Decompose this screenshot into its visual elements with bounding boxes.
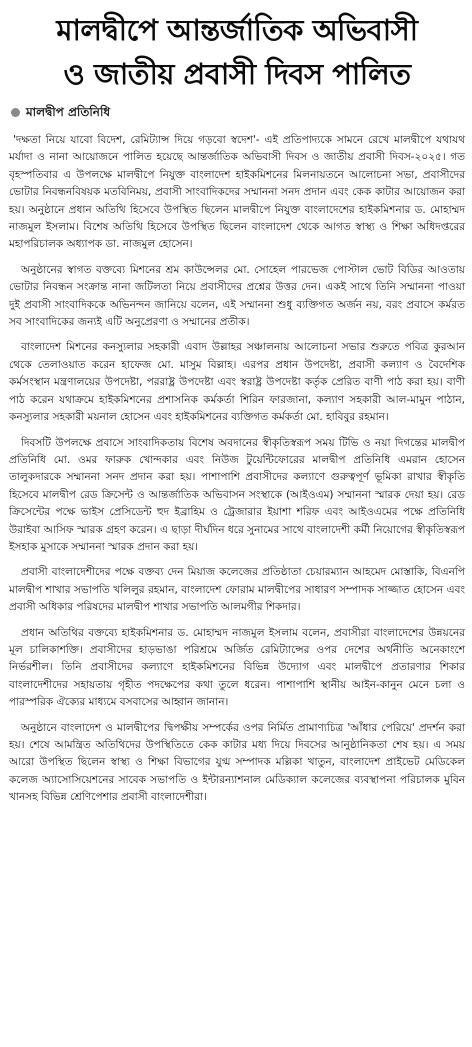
paragraph-1: 'দক্ষতা নিয়ে যাবো বিদেশ, রেমিট্যান্স দিয়ে গড়বো স্বদেশ'- এই প্রতিপাদ্যকে সামনে রেখে মালদ্বীপে যথাযথ মর্যাদা ও নানা আয়োজনে পালিত হয়েছে আন্তর্জাতিক অভিবাসী দিবস ও জাতীয় প্রবাসী দিবস-২০২৫। গত বৃহস্পতিবার এ উপলক্ষে মালদ্বীপে নিযুক্ত বাংলাদেশ হাইকমিশনের মিলনায়তনে আলোচনা সভা, প্রবাসীদের ভোটার নিবন্ধনবিষয়ক মতবিনিময়, প্রবাসী সাংবাদিকদের সম্মাননা সনদ প্রদান এবং কেক কাটার আয়োজন করা হয়। অনুষ্ঠানে প্রধান অতিথি হিসেবে উপস্থিত ছিলেন মালদ্বীপে নিযুক্ত বাংলাদেশের হাইকমিশনার ড. মোহাম্মদ নাজমুল ইসলাম। বিশেষ অতিথি হিসেবে উপস্থিত ছিলেন বাংলাদেশ থেকে আগত স্বাস্থ্য ও শিক্ষা অধিদপ্তরের মহাপরিচালক অধ্যাপক ডা. নাজমুল হোসেন। xyxy=(9,134,465,251)
paragraph-5: প্রবাসী বাংলাদেশীদের পক্ষে বক্তব্য দেন মিয়াজ কলেজের প্রতিষ্ঠাতা চেয়ারম্যান আহমেদ মোস্তাকি, বিএনপি মালদ্বীপ শাখার সভাপতি খলিলুর রহমান, বাংলাদেশ ফোরাম মালদ্বীপের সাধারণ সম্পাদক সাজ্জাত হোসেন এবং প্রবাসী অধিকার পরিষদের মালদ্বীপ শাখার সভাপতি আলমগীর শিকদার। xyxy=(9,566,465,614)
paragraph-4: দিবসটি উপলক্ষে প্রবাসে সাংবাদিকতায় বিশেষ অবদানের স্বীকৃতিস্বরূপ সময় টিভি ও নয়া দিগন্তের মালদ্বীপ প্রতিনিধি মো. ওমর ফারুক খোন্দকার এবং নিউজ টুয়েন্টিফোরের মালদ্বীপ প্রতিনিধি এমরান হোসেন তালুকদারকে সম্মাননা সনদ প্রদান করা হয়। পাশাপাশি প্রবাসীদের কল্যাণে গুরুত্বপূর্ণ ভূমিকা রাখার স্বীকৃতি হিসেবে মালদ্বীপ রেড ক্রিসেন্ট ও আন্তর্জাতিক অভিবাসন সংস্থাকে (আইওএম) সম্মাননা স্মারক দেয়া হয়। রেড ক্রিসেন্টের পক্ষে ভাইস প্রেসিডেন্ট হুদ ইব্রাহিম ও ট্রেজারার ইয়াশা শরিফ এবং আইওএমের পক্ষে প্রতিনিধি উরাইবা আসিফ স্মারক গ্রহণ করেন। এ ছাড়া দীর্ঘদিন ধরে সুনামের সাথে বাংলাদেশী কর্মী নিয়োগের স্বীকৃতিস্বরূপ ইসহাক মুসাকে সম্মাননা স্মারক প্রদান করা হয়। xyxy=(9,436,465,553)
paragraph-7: অনুষ্ঠানে বাংলাদেশ ও মালদ্বীপের দ্বিপক্ষীয় সম্পর্কের ওপর নির্মিত প্রামাণ্যচিত্র 'আঁধার পেরিয়ে' প্রদর্শন করা হয়। শেষে আমন্ত্রিত অতিথিদের উপস্থিতিতে কেক কাটার মধ্য দিয়ে দিবসের আনুষ্ঠানিকতা শেষ হয়। এ সময় আরো উপস্থিত ছিলেন স্বাস্থ্য ও শিক্ষা বিভাগের যুগ্ম সম্পাদক মল্লিকা খাতুন, বাংলাদেশ প্রাইভেট মেডিকেল কলেজ অ্যাসোসিয়েশনের সাবেক সভাপতি ও ইন্টারন্যাশনাল মেডিক্যাল কলেজের ব্যবস্থাপনা পরিচালক মুবিন খানসহ বিভিন্ন শ্রেণিপেশার প্রবাসী বাংলাদেশীরা। xyxy=(9,721,465,804)
paragraph-2: অনুষ্ঠানের স্বাগত বক্তব্যে মিশনের শ্রম কাউন্সেলর মো. সোহেল পারভেজ পোস্টাল ভোট বিডির আওতায় ভোটার নিবন্ধন সংক্রান্ত নানা জটিলতা নিয়ে প্রবাসীদের প্রশ্নের উত্তর দেন। একই সাথে তিনি সম্মাননা পাওয়া দুই প্রবাসী সাংবাদিককে অভিনন্দন জানিয়ে বলেন, এই সম্মাননা শুধু ব্যক্তিগত অর্জন নয়, বরং প্রবাসে কর্মরত সব সাংবাদিকের জন্যই এটি অনুপ্রেরণা ও সম্মানের প্রতীক। xyxy=(9,263,465,329)
headline xyxy=(9,8,465,96)
article-body xyxy=(9,132,465,807)
paragraph-3: বাংলাদেশ মিশনের কনস্যুলার সহকারী এবাদ উল্লাহর সঞ্চালনায় আলোচনা সভার শুরুতে পবিত্র কুরআন থেকে তেলাওয়াত করেন হাফেজ মো. মাসুম বিল্লাহ। এরপর প্রধান উপদেষ্টা, প্রবাসী কল্যাণ ও বৈদেশিক কর্মসংস্থান মন্ত্রণালয়ের উপদেষ্টা, পররাষ্ট্র উপদেষ্টা এবং স্বরাষ্ট্র উপদেষ্টা কর্তৃক প্রেরিত বাণী পাঠ করা হয়। বাণী পাঠ করেন যথাক্রমে হাইকমিশনের প্রশাসনিক কর্মকর্তা শিরিন ফারজানা, কল্যাণ সহকারী আল-মামুন পাঠান, কনস্যুলার সহকারী ময়নাল হোসেন এবং হাইকমিশনের ব্যক্তিগত কর্মকর্তা মো. হাবিবুর রহমান। xyxy=(9,341,465,424)
byline xyxy=(11,104,465,120)
headline-line-2: ও জাতীয় প্রবাসী দিবস পালিত xyxy=(63,57,411,91)
bullet-dot-icon xyxy=(11,108,20,117)
headline-line-1: মালদ্বীপে আন্তর্জাতিক অভিবাসী xyxy=(56,13,418,47)
byline-text: মালদ্বীপ প্রতিনিধি xyxy=(26,105,111,119)
paragraph-6: প্রধান অতিথির বক্তব্যে হাইকমিশনার ড. মোহাম্মদ নাজমুল ইসলাম বলেন, প্রবাসীরা বাংলাদেশের উন্নয়নের মূল চালিকাশক্তি। প্রবাসীদের হাড়ভাঙা পরিশ্রমে অর্জিত রেমিট্যান্সের ওপর দেশের অর্থনীতি অনেকাংশে নির্ভরশীল। তিনি প্রবাসীদের কল্যাণে হাইকমিশনের বিভিন্ন উদ্যোগ এবং মালদ্বীপে প্রতারণার শিকার বাংলাদেশীদের সহায়তায় গৃহীত পদক্ষেপের কথা তুলে ধরেন। পাশাপাশি স্থানীয় আইন-কানুন মেনে চলা ও পারস্পরিক ঐক্যের মাধ্যমে বসবাসের আহ্বান জানান। xyxy=(9,626,465,709)
